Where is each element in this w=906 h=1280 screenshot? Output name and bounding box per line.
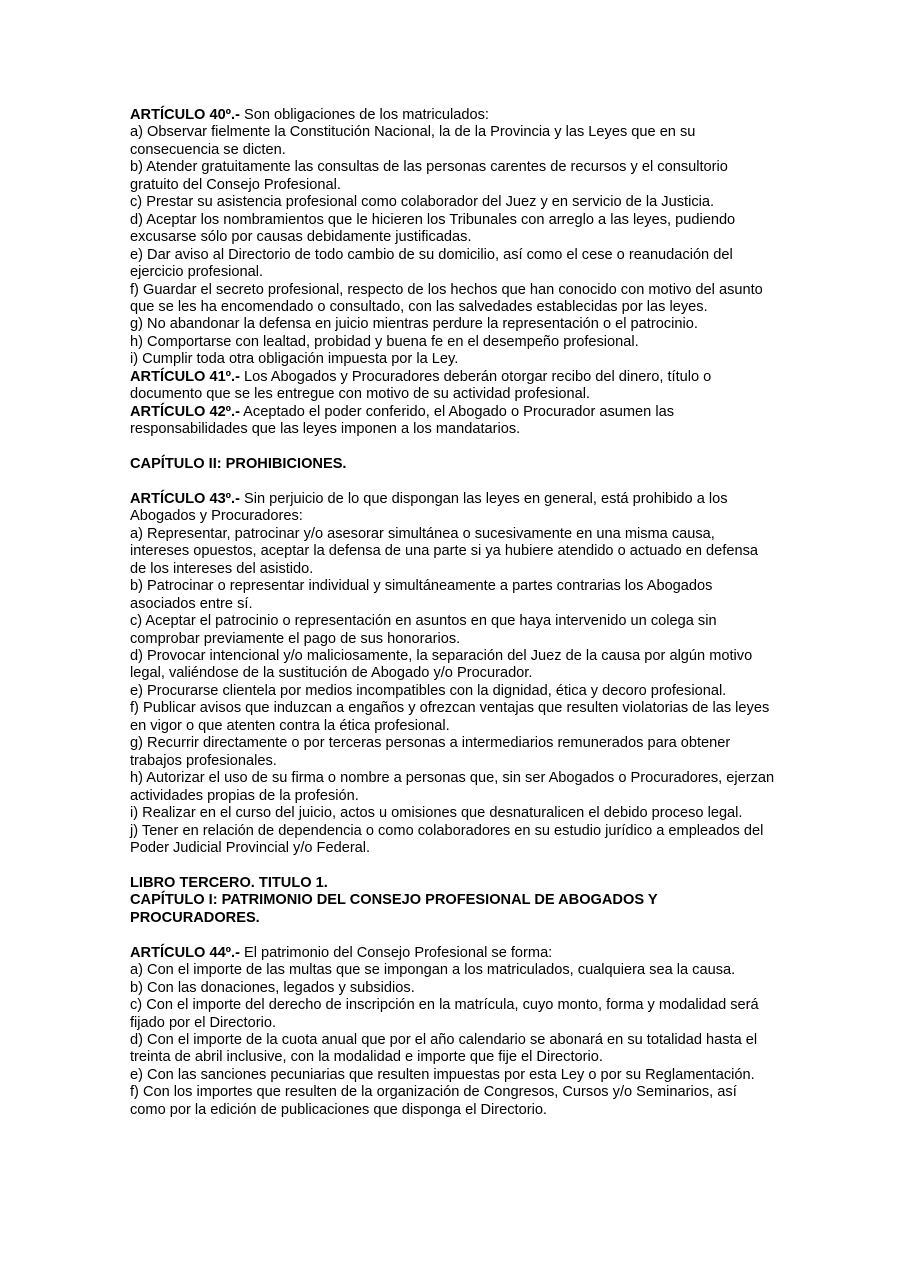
article-44-item-a: a) Con el importe de las multas que se impongan a los matriculados, cualquiera sea la causa. xyxy=(130,962,736,979)
article-42-label: ARTÍCULO 42º.- xyxy=(130,403,240,420)
article-43-item-a: a) Representar, patrocinar y/o asesorar simultánea o sucesivamente en una misma causa, intereses opuestos, aceptar la defensa de una parte si ya hubiere atendido o actuado en defensa de los intereses del asistido. xyxy=(130,525,758,577)
article-40-item-h: h) Comportarse con lealtad, probidad y buena fe en el desempeño profesional. xyxy=(130,333,639,350)
document-page xyxy=(130,107,775,1119)
article-44-intro xyxy=(130,945,775,962)
book-3-chapter-heading-text: CAPÍTULO I: PATRIMONIO DEL CONSEJO PROFESIONAL DE ABOGADOS Y PROCURADORES. xyxy=(130,892,658,926)
article-44-item-b: b) Con las donaciones, legados y subsidios. xyxy=(130,979,415,996)
book-3-chapter-heading xyxy=(130,892,775,927)
article-44-item-f: f) Con los importes que resulten de la organización de Congresos, Cursos y/o Seminarios, así como por la edición de publicaciones que disponga el Directorio. xyxy=(130,1084,737,1118)
article-44-intro-text: El patrimonio del Consejo Profesional se forma: xyxy=(239,944,553,961)
book-3-heading xyxy=(130,875,775,892)
article-43-item-d: d) Provocar intencional y/o maliciosamente, la separación del Juez de la causa por algún motivo legal, valiéndose de la sustitución de Abogado y/o Procurador. xyxy=(130,648,753,682)
spacer xyxy=(130,439,775,456)
article-44-item-e: e) Con las sanciones pecuniarias que resulten impuestas por esta Ley o por su Reglamentación. xyxy=(130,1066,755,1083)
article-40-item-d: d) Aceptar los nombramientos que le hicieren los Tribunales con arreglo a las leyes, pudiendo excusarse sólo por causas debidamente justificadas. xyxy=(130,211,736,246)
article-40-item-i: i) Cumplir toda otra obligación impuesta por la Ley. xyxy=(130,351,459,368)
article-43-item-b: b) Patrocinar o representar individual y simultáneamente a partes contrarias los Abogados asociados entre sí. xyxy=(130,578,713,612)
article-44-item-d: d) Con el importe de la cuota anual que por el año calendario se abonará en su totalidad hasta el treinta de abril inclusive, con la modalidad e importe que fije el Directorio. xyxy=(130,1031,758,1066)
article-43-label: ARTÍCULO 43º.- xyxy=(130,490,240,507)
article-43-item-f: f) Publicar avisos que induzcan a engaños y ofrezcan ventajas que resulten violatorias de las leyes en vigor o que atenten contra la ética profesional. xyxy=(130,700,770,734)
article-43-item-e: e) Procurarse clientela por medios incompatibles con la dignidad, ética y decoro profesional. xyxy=(130,682,727,699)
chapter-2-heading xyxy=(130,456,775,473)
article-43-intro xyxy=(130,491,775,526)
article-41-label: ARTÍCULO 41º.- xyxy=(130,368,240,385)
article-40-item-c: c) Prestar su asistencia profesional como colaborador del Juez y en servicio de la Justicia. xyxy=(130,194,715,211)
article-43-item-h: h) Autorizar el uso de su firma o nombre a personas que, sin ser Abogados o Procuradores, ejerzan actividades propias de la profesión. xyxy=(130,770,775,804)
article-42-text: Aceptado el poder conferido, el Abogado o Procurador asumen las responsabilidades que las leyes imponen a los mandatarios. xyxy=(130,403,674,438)
spacer xyxy=(130,927,775,944)
article-43-item-c: c) Aceptar el patrocinio o representación en asuntos en que haya intervenido un colega sin comprobar previamente el pago de sus honorarios. xyxy=(130,613,717,647)
article-43-intro-text: Sin perjuicio de lo que dispongan las leyes en general, está prohibido a los Abogados y Procuradores: xyxy=(130,490,728,525)
article-40-label: ARTÍCULO 40º.- xyxy=(130,107,240,123)
article-43-item-j: j) Tener en relación de dependencia o como colaboradores en su estudio jurídico a empleados del Poder Judicial Provincial y/o Federal. xyxy=(130,822,764,856)
chapter-2-heading-text: CAPÍTULO II: PROHIBICIONES. xyxy=(130,456,347,473)
article-40-item-a: a) Observar fielmente la Constitución Nacional, la de la Provincia y las Leyes que en su consecuencia se dicten. xyxy=(130,124,696,158)
article-40-item-f: f) Guardar el secreto profesional, respecto de los hechos que han conocido con motivo del asunto que se les ha encomendado o consultado, con las salvedades establecidas por las leyes. xyxy=(130,281,763,315)
article-41 xyxy=(130,369,775,404)
spacer xyxy=(130,474,775,491)
article-42 xyxy=(130,404,775,439)
article-44-label: ARTÍCULO 44º.- xyxy=(130,944,240,961)
article-40-item-e: e) Dar aviso al Directorio de todo cambio de su domicilio, así como el cese o reanudación del ejercicio profesional. xyxy=(130,246,733,281)
article-40-item-g: g) No abandonar la defensa en juicio mientras perdure la representación o el patrocinio. xyxy=(130,316,698,333)
book-3-heading-text: LIBRO TERCERO. TITULO 1. xyxy=(130,874,328,891)
spacer xyxy=(130,857,775,874)
article-40-intro-text: Son obligaciones de los matriculados: xyxy=(239,107,489,123)
article-44-item-c: c) Con el importe del derecho de inscripción en la matrícula, cuyo monto, forma y modalidad será fijado por el Directorio. xyxy=(130,997,759,1031)
article-43-item-i: i) Realizar en el curso del juicio, actos u omisiones que desnaturalicen el debido proceso legal. xyxy=(130,805,743,822)
article-43-item-g: g) Recurrir directamente o por terceras personas a intermediarios remunerados para obtener trabajos profesionales. xyxy=(130,735,731,769)
article-40-intro xyxy=(130,107,775,124)
article-40-item-b: b) Atender gratuitamente las consultas de las personas carentes de recursos y el consultorio gratuito del Consejo Profesional. xyxy=(130,159,728,193)
article-41-text: Los Abogados y Procuradores deberán otorgar recibo del dinero, título o documento que se les entregue con motivo de su actividad profesional. xyxy=(130,368,712,403)
